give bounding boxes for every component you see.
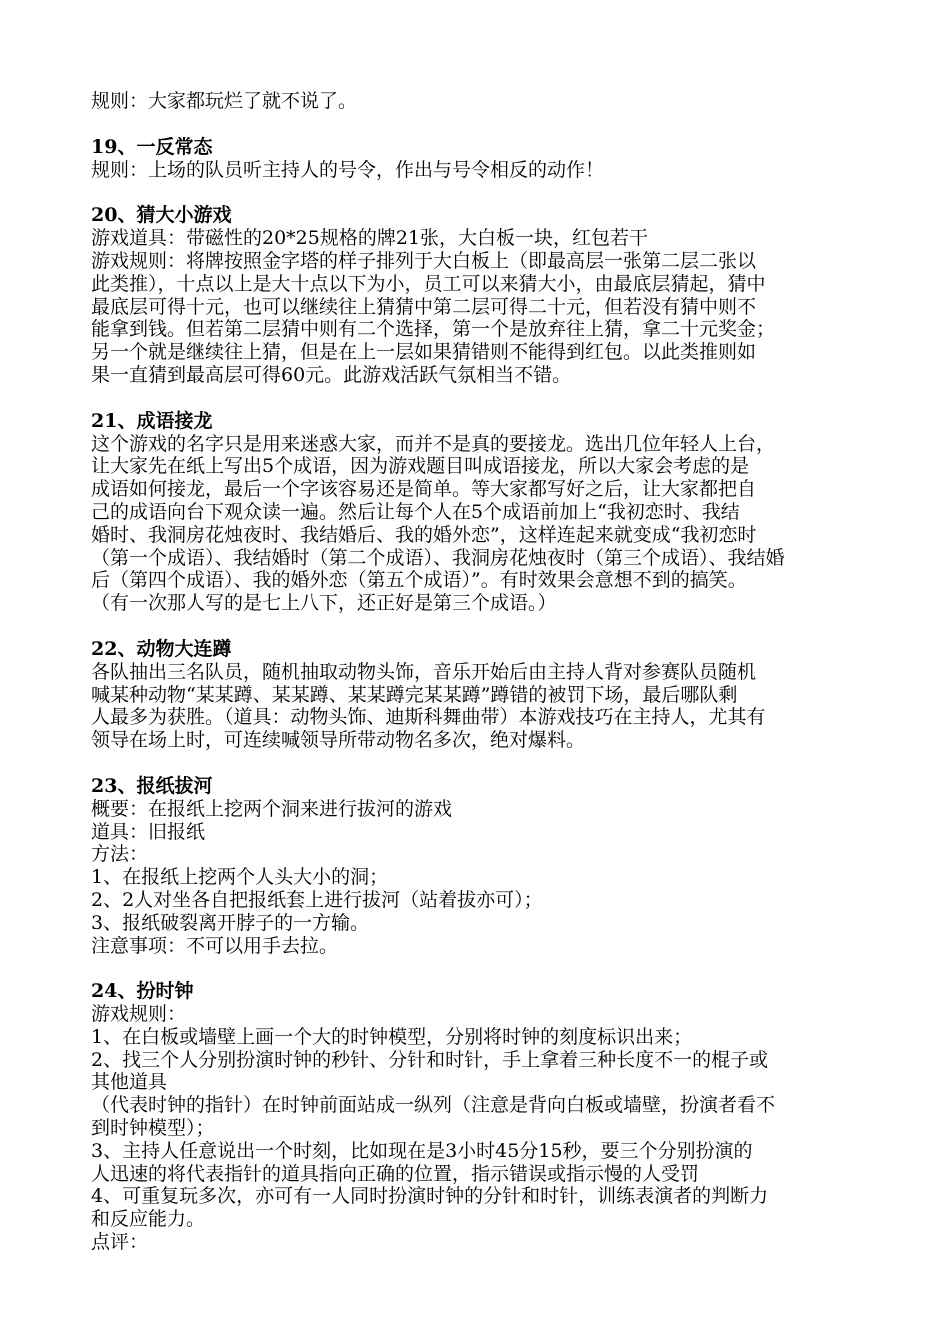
text-line: 点评： [91,1231,149,1254]
text-line: 2、找三个人分别扮演时钟的秒针、分针和时针，手上拿着三种长度不一的棍子或 [91,1048,769,1071]
text-line: （有一次那人写的是七上八下，还正好是第三个成语。） [91,592,557,615]
text-line: 3、报纸破裂离开脖子的一方输。 [91,911,370,934]
section-gap [91,387,871,410]
text-line: 道具：旧报纸 [91,820,206,843]
section-gap [91,752,871,775]
text-line: 和反应能力。 [91,1208,206,1231]
text-line: 果一直猜到最高层可得60元。此游戏活跃气氛相当不错。 [91,363,572,386]
section-gap [91,957,871,980]
text-line: 后（第四个成语）、我的婚外恋（第五个成语）”。有时效果会意想不到的搞笑。 [91,569,747,592]
text-line: 人迅速的将代表指针的道具指向正确的位置，指示错误或指示慢的人受罚 [91,1162,700,1185]
text-line: 概要：在报纸上挖两个洞来进行拔河的游戏 [91,797,453,820]
text-line: 这个游戏的名字只是用来迷惑大家，而并不是真的要接龙。选出几位年轻人上台， [91,432,776,455]
text-line: 游戏规则： [91,1003,187,1026]
text-line: 成语如何接龙，最后一个字该容易还是简单。等大家都写好之后，让大家都把自 [91,478,757,501]
section-heading: 22、动物大连蹲 [91,637,232,660]
section-gap [91,113,871,136]
text-line: 婚时、我洞房花烛夜时、我结婚后、我的婚外恋”，这样连起来就变成“我初恋时 [91,523,757,546]
section-19 [91,136,871,182]
text-line: 3、主持人任意说出一个时刻，比如现在是3小时45分15秒，要三个分别扮演的 [91,1139,753,1162]
text-line: 游戏道具：带磁性的20*25规格的牌21张，大白板一块，红包若干 [91,227,649,250]
text-line: 能拿到钱。但若第二层猜中则有二个选择，第一个是放弃往上猜，拿二十元奖金； [91,318,776,341]
section-20 [91,204,871,386]
text-line: 2、2人对坐各自把报纸套上进行拔河（站着拔亦可）； [91,888,543,911]
text-line: 游戏规则：将牌按照金字塔的样子排列于大白板上（即最高层一张第二层二张以 [91,249,757,272]
text-line: 此类推），十点以上是大十点以下为小，员工可以来猜大小，由最底层猜起，猜中 [91,272,766,295]
section-23 [91,775,871,957]
text-line: 另一个就是继续往上猜，但是在上一层如果猜错则不能得到红包。以此类推则如 [91,341,757,364]
text-line: 最底层可得十元，也可以继续往上猜猜中第二层可得二十元，但若没有猜中则不 [91,295,757,318]
section-22 [91,638,871,752]
text-line: 方法： [91,843,149,866]
section-heading: 19、一反常态 [91,135,213,158]
text-line: 1、在报纸上挖两个人头大小的洞； [91,866,389,889]
section-heading: 20、猜大小游戏 [91,204,232,227]
section-heading: 24、扮时钟 [91,980,194,1003]
text-line: 4、可重复玩多次，亦可有一人同时扮演时钟的分针和时针，训练表演者的判断力 [91,1185,769,1208]
text-line: 让大家先在纸上写出5个成语，因为游戏题目叫成语接龙，所以大家会考虑的是 [91,455,750,478]
text-line: 1、在白板或墙壁上画一个大的时钟模型，分别将时钟的刻度标识出来； [91,1025,693,1048]
section-21 [91,410,871,615]
section-24 [91,980,871,1254]
text-line: （第一个成语）、我结婚时（第二个成语）、我洞房花烛夜时（第三个成语）、我结婚 [91,546,785,569]
section-gap [91,181,871,204]
text-line: 各队抽出三名队员，随机抽取动物头饰，音乐开始后由主持人背对参赛队员随机 [91,660,757,683]
text-line: 规则：上场的队员听主持人的号令，作出与号令相反的动作！ [91,158,605,181]
section-heading: 21、成语接龙 [91,409,213,432]
document-page [91,90,871,1254]
text-line: 人最多为获胜。（道具：动物头饰、迪斯科舞曲带）本游戏技巧在主持人，尤其有 [91,706,766,729]
text-line: 领导在场上时，可连续喊领导所带动物名多次，绝对爆料。 [91,729,586,752]
text-line: 己的成语向台下观众读一遍。然后让每个人在5个成语前加上“我初恋时、我结 [91,500,740,523]
section-gap [91,615,871,638]
text-line: 其他道具 [91,1071,168,1094]
text-line: （代表时钟的指针）在时钟前面站成一纵列（注意是背向白板或墙壁，扮演者看不 [91,1094,776,1117]
text-line: 到时钟模型）； [91,1117,215,1140]
text-line: 喊某种动物“某某蹲、某某蹲、某某蹲完某某蹲”蹲错的被罚下场，最后哪队剩 [91,683,738,706]
intro-rule-line: 规则：大家都玩烂了就不说了。 [91,90,358,112]
section-heading: 23、报纸拔河 [91,774,213,797]
text-line: 注意事项：不可以用手去拉。 [91,934,339,957]
